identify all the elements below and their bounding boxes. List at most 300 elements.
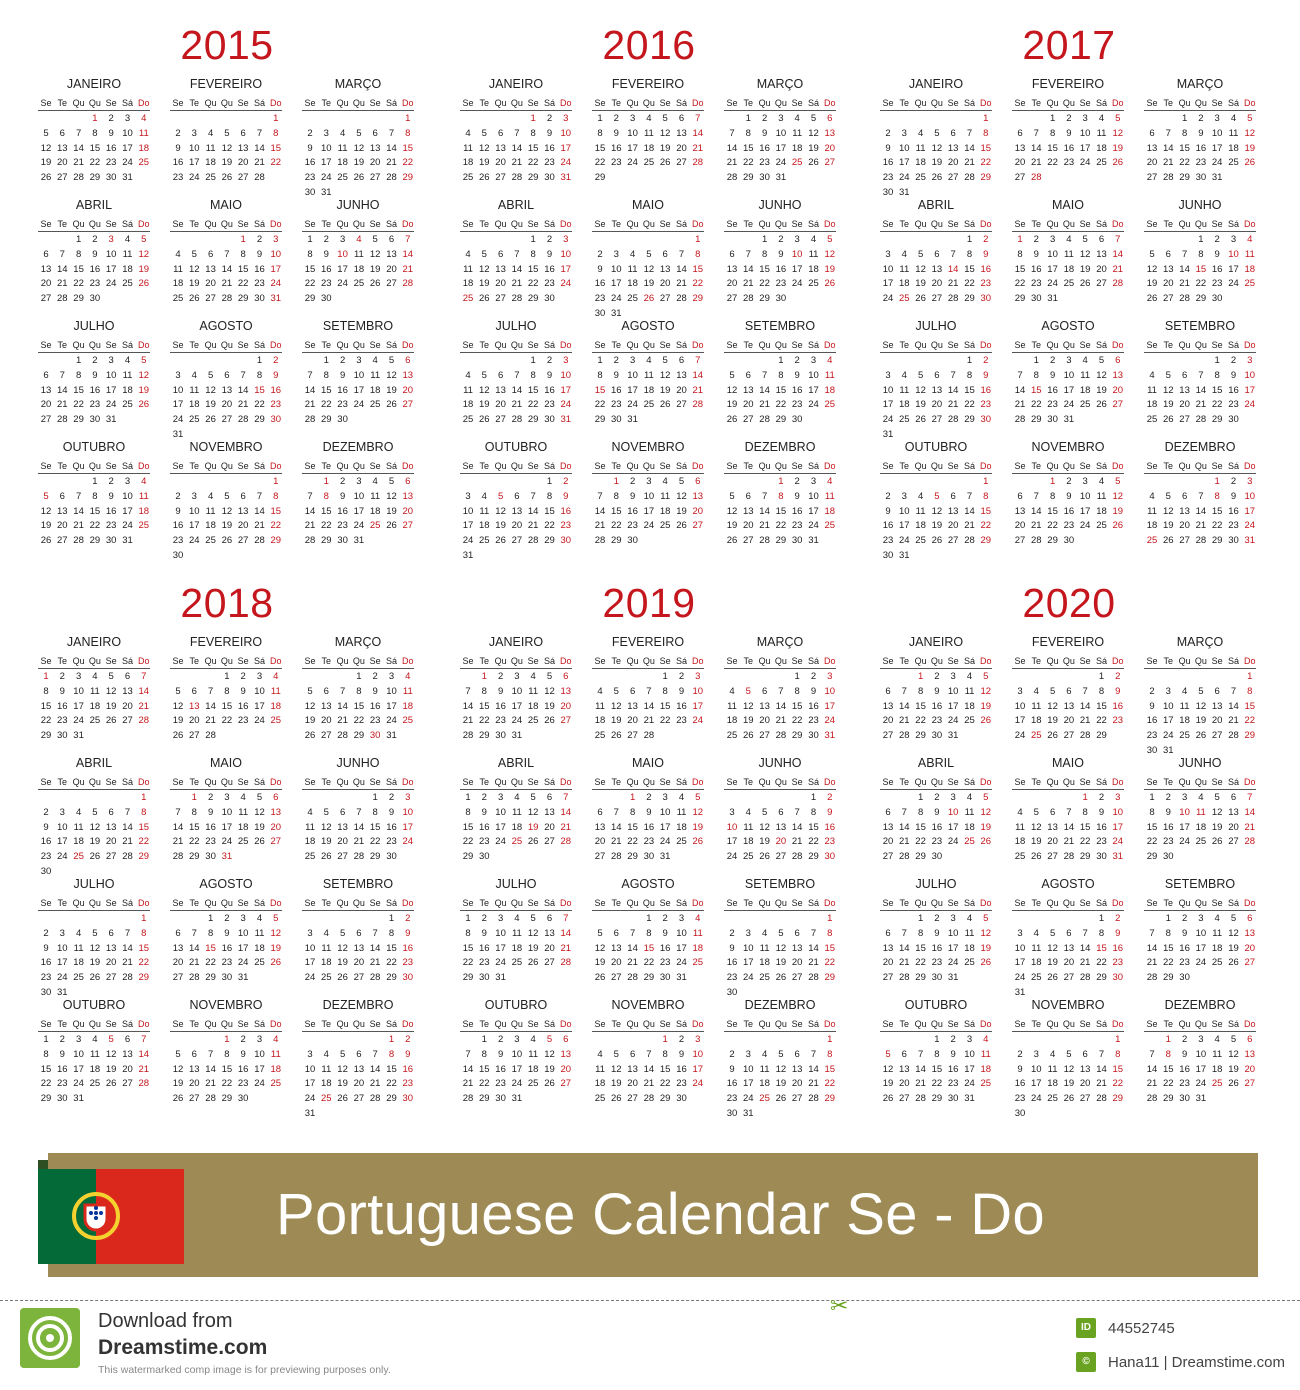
day-cell: 28 [511, 293, 523, 305]
day-cell: 30 [947, 1093, 959, 1105]
day-cell: 8 [1049, 490, 1056, 502]
day-cell: 29 [40, 1093, 52, 1105]
day-cell: 15 [1163, 1063, 1174, 1075]
day-cell: 30 [304, 187, 316, 198]
day-cell: 23 [479, 957, 490, 969]
day-cell: 24 [775, 157, 787, 169]
day-cell: 9 [646, 806, 652, 818]
day-cell: 4 [124, 355, 131, 366]
day-cell: 1 [1098, 671, 1105, 682]
day-cell: 23 [495, 715, 506, 727]
day-cell: 28 [1079, 730, 1091, 742]
day-cell: 19 [270, 942, 282, 954]
day-cell: 5 [141, 355, 147, 366]
day-cell: 1 [43, 1034, 49, 1045]
day-cell: 25 [138, 520, 150, 532]
day-cell: 21 [676, 278, 687, 290]
day-cell: 15 [759, 263, 770, 275]
day-cell: 12 [1112, 490, 1124, 502]
day-cell: 29 [221, 1093, 233, 1105]
day-cell: 5 [546, 1034, 553, 1045]
day-cell: 4 [678, 792, 685, 803]
day-cell: 23 [1096, 836, 1107, 848]
weekday-label: Se [594, 777, 606, 787]
day-cell: 2 [613, 113, 619, 124]
day-cell: 18 [172, 278, 184, 290]
day-cell: 19 [337, 1078, 348, 1090]
day-cell: 10 [172, 384, 184, 396]
weekday-label: Qu [88, 656, 101, 666]
day-cell: 15 [479, 1063, 490, 1075]
day-cell: 30 [321, 293, 332, 305]
day-cell: 28 [122, 851, 133, 863]
weekday-label: Qu [220, 340, 233, 350]
day-cell: 17 [495, 942, 506, 954]
day-cell: 30 [931, 730, 943, 742]
day-cell: 29 [1211, 414, 1223, 426]
day-cell: 27 [544, 836, 555, 848]
day-cell: 13 [40, 384, 52, 396]
day-cell: 15 [915, 821, 926, 833]
day-cell: 26 [775, 972, 787, 984]
day-cell: 5 [1214, 792, 1220, 803]
day-cell: 21 [1079, 715, 1091, 727]
weekday-label: Do [980, 340, 992, 350]
day-cell: 17 [122, 505, 133, 517]
day-cell: 20 [791, 1078, 803, 1090]
month-name: JULHO [915, 877, 957, 891]
day-cell: 8 [224, 685, 230, 697]
day-cell: 28 [1195, 414, 1207, 426]
day-cell: 14 [759, 384, 770, 396]
day-cell: 25 [122, 278, 133, 290]
day-cell: 11 [122, 248, 133, 260]
weekday-label: Do [138, 898, 150, 908]
day-cell: 18 [1079, 384, 1091, 396]
day-cell: 2 [256, 234, 263, 245]
day-cell: 12 [254, 806, 265, 818]
day-cell: 30 [1014, 1108, 1026, 1119]
month-name: JULHO [915, 319, 957, 333]
weekday-label: Te [479, 1019, 490, 1029]
day-cell: 8 [794, 685, 800, 697]
day-cell: 31 [511, 1093, 523, 1105]
day-cell: 22 [386, 957, 397, 969]
day-cell: 20 [369, 157, 381, 169]
day-cell: 17 [57, 957, 68, 969]
day-cell: 23 [337, 399, 348, 411]
day-cell: 4 [1214, 1034, 1220, 1045]
day-cell: 17 [726, 836, 738, 848]
day-cell: 5 [388, 476, 395, 487]
day-cell: 28 [643, 730, 655, 742]
day-cell: 15 [479, 700, 490, 712]
day-cell: 15 [915, 700, 926, 712]
day-cell: 23 [1163, 836, 1174, 848]
day-cell: 29 [1163, 972, 1174, 984]
weekday-label: Te [1031, 1019, 1042, 1029]
day-cell: 18 [122, 384, 133, 396]
day-cell: 29 [138, 851, 150, 863]
day-cell: 24 [692, 715, 704, 727]
day-cell: 17 [899, 157, 910, 169]
day-cell: 23 [676, 715, 687, 727]
day-cell: 25 [511, 957, 523, 969]
day-cell: 9 [1181, 927, 1188, 939]
day-cell: 27 [743, 535, 754, 547]
site-name[interactable]: Dreamstime.com [98, 1336, 268, 1359]
month-name: NOVEMBRO [611, 440, 685, 454]
day-cell: 31 [560, 172, 572, 184]
day-cell: 10 [1195, 1048, 1207, 1060]
weekday-label: Do [138, 1019, 150, 1029]
day-cell: 26 [304, 730, 316, 742]
day-cell: 25 [1146, 414, 1158, 426]
day-cell: 25 [964, 715, 975, 727]
weekday-label: Sá [807, 777, 819, 787]
day-cell: 28 [57, 414, 68, 426]
day-cell: 9 [983, 248, 989, 260]
day-cell: 16 [57, 1063, 68, 1075]
day-cell: 9 [1149, 700, 1155, 712]
day-cell: 28 [1112, 278, 1124, 290]
day-cell: 3 [678, 913, 685, 924]
day-cell: 22 [479, 715, 490, 727]
day-cell: 18 [479, 520, 490, 532]
day-cell: 27 [1228, 836, 1239, 848]
day-cell: 20 [237, 157, 249, 169]
day-cell: 12 [353, 142, 365, 154]
month-janeiro [460, 635, 572, 750]
weekday-label: Do [270, 461, 282, 471]
day-cell: 10 [899, 505, 910, 517]
day-cell: 2 [1066, 476, 1072, 487]
day-cell: 29 [964, 293, 975, 305]
day-cell: 29 [659, 1093, 671, 1105]
weekday-label: Qu [1062, 656, 1075, 666]
day-cell: 13 [402, 490, 414, 502]
day-cell: 6 [175, 927, 181, 939]
day-cell: 25 [270, 715, 282, 727]
day-cell: 26 [659, 399, 671, 411]
weekday-label: Qu [758, 656, 771, 666]
day-cell: 19 [1112, 505, 1124, 517]
day-cell: 10 [495, 927, 506, 939]
day-cell: 5 [141, 234, 147, 245]
month-fevereiro [170, 635, 282, 750]
day-cell: 3 [307, 1048, 313, 1060]
day-cell: 3 [1033, 1048, 1039, 1060]
day-cell: 30 [544, 414, 555, 426]
weekday-label: Qu [72, 98, 85, 108]
day-cell: 26 [980, 957, 992, 969]
day-cell: 3 [273, 234, 279, 245]
weekday-label: Qu [1046, 898, 1059, 908]
day-cell: 8 [745, 127, 751, 139]
day-cell: 23 [676, 1078, 687, 1090]
day-cell: 18 [270, 700, 282, 712]
day-cell: 30 [1211, 293, 1223, 305]
day-cell: 24 [495, 836, 506, 848]
day-cell: 15 [462, 942, 474, 954]
day-cell: 5 [108, 1034, 114, 1045]
weekday-label: Se [369, 219, 381, 229]
weekday-label: Qu [352, 777, 365, 787]
day-cell: 5 [1066, 1048, 1072, 1060]
weekday-label: Se [882, 461, 894, 471]
day-cell: 16 [304, 157, 316, 169]
day-cell: 28 [692, 399, 704, 411]
day-cell: 2 [934, 792, 940, 803]
day-cell: 12 [1211, 806, 1223, 818]
day-cell: 4 [273, 671, 279, 682]
weekday-label: Qu [930, 461, 943, 471]
month-name: AGOSTO [621, 319, 675, 333]
day-cell: 1 [597, 113, 603, 124]
day-cell: 16 [544, 263, 555, 275]
day-cell: 3 [729, 806, 735, 818]
day-cell: 17 [1228, 263, 1239, 275]
day-cell: 1 [75, 355, 82, 366]
day-cell: 15 [1047, 505, 1058, 517]
dreamstime-swirl-icon [20, 1308, 80, 1368]
day-cell: 28 [808, 1093, 819, 1105]
day-cell: 21 [172, 836, 184, 848]
day-cell: 9 [761, 127, 768, 139]
day-cell: 18 [462, 399, 474, 411]
day-cell: 18 [743, 836, 754, 848]
day-cell: 20 [1163, 278, 1174, 290]
weekday-label: Do [692, 340, 704, 350]
day-cell: 16 [369, 700, 381, 712]
day-cell: 17 [353, 505, 365, 517]
day-cell: 28 [304, 535, 316, 547]
day-cell: 9 [405, 927, 411, 939]
day-cell: 22 [824, 1078, 836, 1090]
day-cell: 20 [237, 520, 249, 532]
weekday-label: Te [1163, 219, 1174, 229]
weekday-header [1144, 775, 1256, 790]
day-cell: 30 [105, 172, 117, 184]
day-cell: 23 [611, 157, 622, 169]
weekday-label: Se [462, 777, 474, 787]
day-cell: 4 [75, 927, 82, 939]
day-cell: 11 [337, 142, 348, 154]
year-title: 2018 [180, 580, 274, 626]
day-cell: 21 [73, 157, 84, 169]
day-cell: 29 [1146, 851, 1158, 863]
weekday-label: Sá [121, 656, 133, 666]
day-cell: 16 [791, 505, 803, 517]
day-cell: 10 [627, 369, 638, 381]
day-cell: 6 [1066, 685, 1072, 697]
day-cell: 11 [138, 490, 149, 502]
weekday-label: Se [527, 656, 539, 666]
day-cell: 20 [57, 520, 68, 532]
day-cell: 8 [92, 127, 98, 139]
day-cell: 15 [964, 384, 975, 396]
day-cell: 1 [917, 913, 924, 924]
day-cell: 10 [270, 248, 282, 260]
day-cell: 21 [1031, 520, 1042, 532]
day-cell: 31 [304, 1108, 316, 1119]
weekday-label: Sá [1227, 98, 1239, 108]
day-cell: 29 [1047, 535, 1058, 547]
day-cell: 3 [323, 127, 329, 139]
day-cell: 30 [270, 414, 282, 426]
day-cell: 21 [915, 1078, 926, 1090]
weekday-label: Se [237, 777, 249, 787]
month-fevereiro [170, 77, 282, 192]
weekday-label: Te [1031, 898, 1042, 908]
day-cell: 9 [934, 685, 940, 697]
day-cell: 6 [497, 248, 504, 260]
weekday-label: Do [270, 898, 282, 908]
day-cell: 30 [775, 293, 787, 305]
weekday-label: Do [270, 219, 282, 229]
day-cell: 31 [321, 187, 332, 198]
weekday-label: Te [321, 219, 332, 229]
day-cell: 5 [530, 792, 536, 803]
day-cell: 15 [40, 1063, 52, 1075]
month-name: DEZEMBRO [1164, 998, 1236, 1012]
weekday-label: Se [594, 219, 606, 229]
day-cell: 2 [240, 1034, 246, 1045]
day-cell: 8 [530, 127, 536, 139]
day-cell: 25 [743, 851, 754, 863]
day-cell: 23 [402, 957, 414, 969]
day-cell: 4 [794, 113, 800, 124]
month-maio [170, 198, 282, 313]
day-cell: 10 [221, 806, 233, 818]
weekday-label: Sá [807, 461, 819, 471]
day-cell: 28 [205, 730, 216, 742]
day-cell: 28 [1228, 730, 1239, 742]
day-cell: 4 [1149, 369, 1155, 381]
day-cell: 23 [221, 957, 233, 969]
weekday-header [880, 96, 992, 111]
day-cell: 12 [105, 1048, 117, 1060]
day-cell: 22 [627, 836, 638, 848]
day-cell: 3 [59, 927, 65, 939]
day-cell: 5 [885, 1048, 891, 1060]
day-cell: 25 [643, 157, 655, 169]
weekday-label: Qu [758, 219, 771, 229]
day-cell: 19 [643, 278, 655, 290]
day-cell: 10 [726, 821, 738, 833]
day-cell: 19 [980, 821, 992, 833]
month-name: ABRIL [75, 198, 113, 212]
weekday-label: Qu [626, 1019, 639, 1029]
day-cell: 4 [966, 671, 973, 682]
day-cell: 20 [560, 1063, 572, 1075]
day-cell: 28 [692, 157, 704, 169]
day-cell: 2 [481, 792, 487, 803]
day-cell: 16 [495, 1063, 506, 1075]
day-cell: 31 [221, 851, 233, 863]
weekday-label: Qu [1194, 340, 1207, 350]
weekday-label: Qu [758, 777, 771, 787]
day-cell: 12 [544, 1048, 555, 1060]
day-cell: 2 [1198, 113, 1204, 124]
day-cell: 16 [337, 384, 348, 396]
weekday-label: Se [1211, 461, 1223, 471]
day-cell: 18 [511, 942, 523, 954]
day-cell: 1 [43, 671, 49, 682]
day-cell: 27 [1179, 535, 1190, 547]
day-cell: 21 [1163, 157, 1174, 169]
day-cell: 30 [479, 851, 490, 863]
day-cell: 31 [899, 550, 910, 561]
day-cell: 12 [980, 806, 992, 818]
day-cell: 13 [627, 700, 638, 712]
day-cell: 6 [563, 671, 569, 682]
day-cell: 17 [1047, 263, 1058, 275]
weekday-label: Do [824, 340, 836, 350]
day-cell: 9 [339, 490, 346, 502]
month-agosto [170, 319, 282, 440]
day-cell: 19 [304, 715, 316, 727]
day-cell: 12 [495, 505, 506, 517]
day-cell: 14 [1079, 942, 1091, 954]
day-cell: 23 [40, 851, 52, 863]
day-cell: 5 [372, 234, 378, 245]
day-cell: 11 [463, 384, 473, 396]
day-cell: 22 [1112, 1078, 1124, 1090]
day-cell: 23 [931, 957, 943, 969]
day-cell: 23 [1112, 957, 1124, 969]
day-cell: 11 [479, 505, 490, 517]
day-cell: 9 [678, 1048, 685, 1060]
month-setembro [724, 319, 836, 434]
day-cell: 20 [511, 520, 523, 532]
day-cell: 13 [189, 700, 200, 712]
day-cell: 4 [1181, 685, 1188, 697]
day-cell: 16 [759, 142, 770, 154]
weekday-label: Se [40, 656, 52, 666]
weekday-label: Te [321, 898, 332, 908]
weekday-label: Sá [121, 1019, 133, 1029]
day-cell: 19 [759, 836, 770, 848]
day-cell: 17 [775, 142, 787, 154]
day-cell: 17 [627, 384, 638, 396]
day-cell: 23 [1228, 399, 1239, 411]
weekday-label: Te [611, 777, 622, 787]
day-cell: 12 [882, 1063, 894, 1075]
month-julho [460, 877, 572, 992]
day-cell: 7 [613, 806, 619, 818]
weekday-label: Te [57, 98, 68, 108]
day-cell: 15 [611, 505, 622, 517]
day-cell: 12 [775, 1063, 787, 1075]
weekday-label: Se [726, 461, 738, 471]
day-cell: 14 [899, 942, 910, 954]
day-cell: 22 [1031, 399, 1042, 411]
day-cell: 8 [646, 927, 652, 939]
day-cell: 17 [676, 942, 687, 954]
weekday-label: Se [1211, 340, 1223, 350]
day-cell: 17 [882, 399, 894, 411]
weekday-label: Sá [1227, 219, 1239, 229]
day-cell: 2 [108, 476, 114, 487]
day-cell: 8 [917, 685, 924, 697]
day-cell: 5 [92, 806, 98, 818]
day-cell: 19 [205, 399, 216, 411]
weekday-label: Se [40, 1019, 52, 1029]
weekday-label: Qu [352, 461, 365, 471]
month-name: DEZEMBRO [744, 440, 816, 454]
weekday-label: Qu [1178, 340, 1191, 350]
